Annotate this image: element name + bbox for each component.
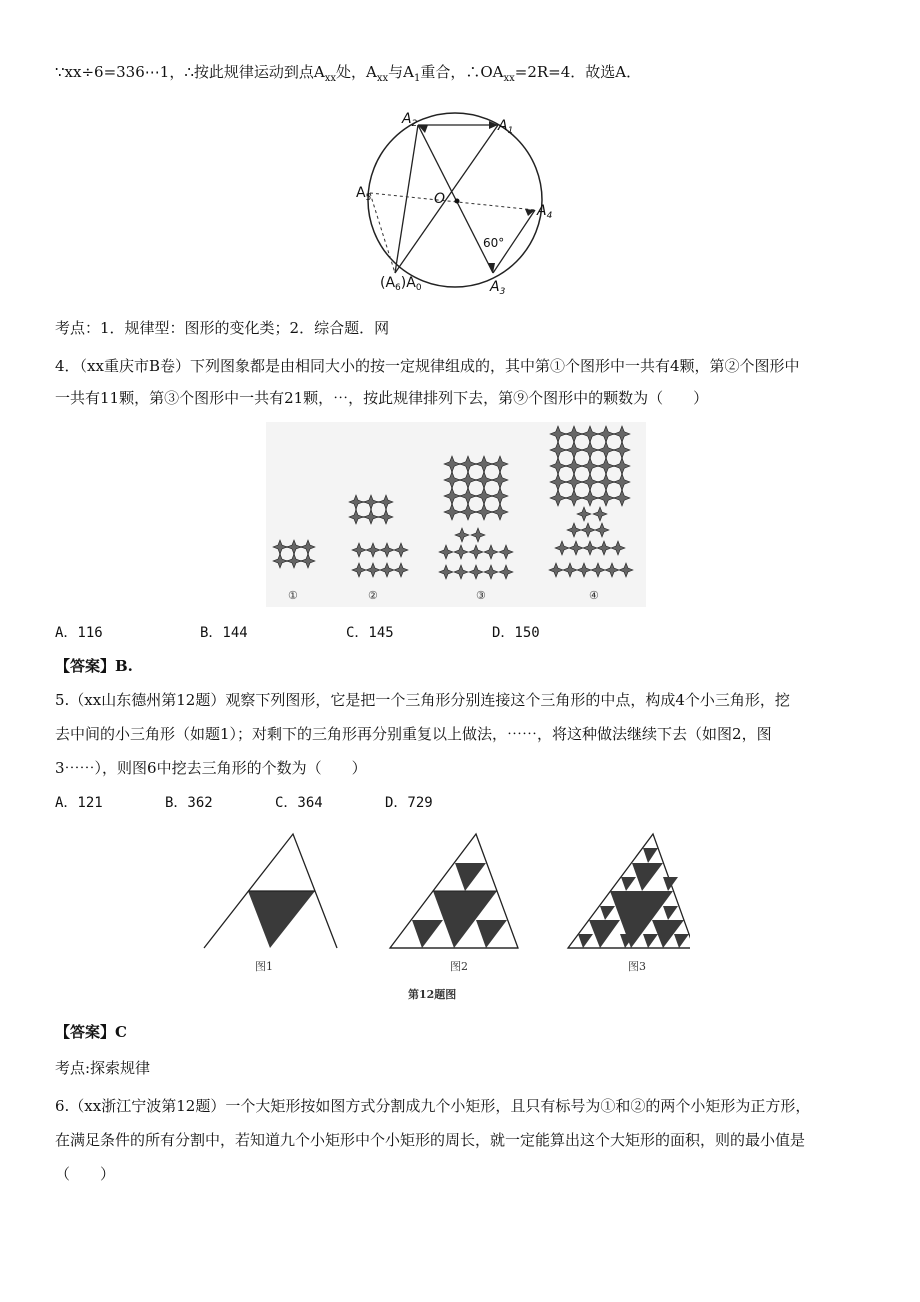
removed-triangle-fig3-s5 (578, 934, 593, 948)
q4-option-d: D．150 (492, 625, 540, 641)
center-point (455, 199, 460, 204)
removed-triangle-fig3-t1 (632, 863, 663, 891)
intro-line: ∵xx÷6=336⋯1，∴按此规律运动到点$A_{xx}$处，$A_{xx}$与$A_1$重合，$\therefore OA_{xx}=2R=4$．故选A． (55, 63, 642, 84)
fig-label-3: ③ (476, 589, 486, 602)
q6-line1: 6.（xx浙江宁波第12题）一个大矩形按如图方式分割成九个小矩形，且只有标号为①和②的两个小矩形为正方形， (55, 1097, 811, 1115)
label-a4: $A_4$ (537, 203, 553, 221)
removed-triangle-fig1 (248, 891, 315, 948)
segment-a0-a2 (395, 125, 418, 273)
q4-line2: 一共有11颗，第③个图形中一共有21颗，⋯，按此规律排列下去，第⑨个图形中的颗数为（ ） (55, 389, 709, 407)
label-o: O (434, 191, 446, 207)
q5-option-d: D．729 (385, 795, 433, 811)
q5-line1: 5.（xx山东德州第12题）观察下列图形，它是把一个三角形分别连接这个三角形的中点，构成4个小三角形，挖 (55, 691, 790, 709)
removed-triangle-fig3-s3 (663, 877, 678, 891)
sierpinski-figure (200, 830, 690, 1005)
removed-triangle-fig2-right (476, 920, 507, 948)
q4-option-a: A．116 (55, 625, 103, 641)
q5-option-a: A．121 (55, 795, 103, 811)
q5-kaodian: 考点:探索规律 (55, 1059, 151, 1077)
removed-triangle-fig2-left (412, 920, 443, 948)
q4-option-b: B．144 (200, 625, 248, 641)
fig-label-1: ① (288, 589, 298, 602)
q4-option-c: C．145 (346, 625, 394, 641)
removed-triangle-fig3-s9 (674, 934, 689, 948)
q6-line2: 在满足条件的所有分割中，若知道九个小矩形中个小矩形的周长，就一定能算出这个大矩形的面积，则的最小值是 (55, 1131, 806, 1149)
removed-triangle-fig3-s4 (600, 906, 615, 920)
q4-answer: 【答案】B. (55, 657, 133, 675)
fig-label-4: ④ (589, 589, 599, 602)
removed-triangle-fig3-s2 (621, 877, 636, 891)
removed-triangle-fig2-top (455, 863, 486, 891)
q5-option-c: C．364 (275, 795, 323, 811)
label-a2: $A_2$ (402, 111, 418, 129)
kaodian-q3: 考点：1．规律型：图形的变化类；2．综合题．网 (55, 319, 390, 337)
q5-option-b: B．362 (165, 795, 213, 811)
q5-line2: 去中间的小三角形（如题1）；对剩下的三角形再分别重复以上做法，⋯⋯，将这种做法继续下去（如图2，图 (55, 725, 772, 743)
fig-caption-3: 图3 (628, 960, 646, 973)
label-a1: $A_1$ (498, 118, 514, 136)
label-a6-a0: $(A_6)A_0$ (380, 275, 422, 293)
q5-line3: 3⋯⋯），则图6中挖去三角形的个数为（ ） (55, 759, 367, 777)
removed-triangle-fig3-l1 (589, 920, 620, 948)
q6-line3: （ ） (55, 1165, 116, 1183)
dashed-a5-a4 (370, 193, 535, 210)
circle-figure (350, 105, 580, 295)
segment-a1-a0 (395, 125, 498, 273)
removed-triangle-fig3-s7 (663, 906, 678, 920)
q4-line1: 4．（xx重庆市B卷）下列图象都是由相同大小的按一定规律组成的，其中第①个图形中一共有4颗，第②个图形中 (55, 357, 800, 375)
fig-caption-2: 图2 (450, 960, 468, 973)
fig-caption-1: 图1 (255, 960, 273, 973)
removed-triangle-fig3-s8 (643, 934, 658, 948)
fig-label-2: ② (368, 589, 378, 602)
removed-triangle-fig3-s1 (643, 848, 658, 863)
label-a3: $A_3$ (490, 279, 506, 295)
q5-answer: 【答案】C (55, 1023, 127, 1041)
label-angle: 60° (483, 236, 505, 250)
fig-title: 第12题图 (408, 988, 457, 1001)
star-pattern-figure (266, 422, 646, 607)
label-a5: $A_5$ (356, 185, 372, 203)
